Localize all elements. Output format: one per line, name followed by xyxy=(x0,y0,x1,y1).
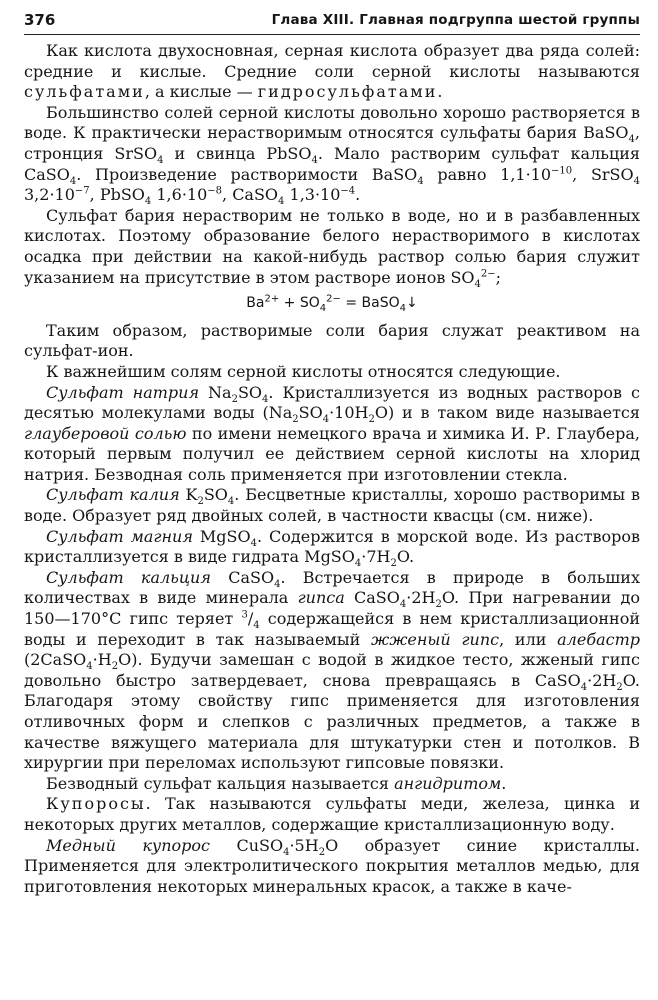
calcium-sulfate-paragraph: Сульфат кальция CaSO$_4$. Встречается в природе в больших количествах в виде минерала гипса $CaSO_4\cdot 2H_2O$. При нагревании до 150—170°C гипс теряет $^3/_4$ содержащейся в нем кристаллизационной воды и переходит в так называемый жженый гипс, или алебастр $(2CaSO_4\cdot H_2O)$. Будучи замешан с водой в жидкое тесто, жженый гипс довольно быстро затвердевает, снова превращаясь в $CaSO_4\cdot 2H_2O$. Благодаря этому свойству гипс применяется для изготовления отливочных форм и слепков с различных предметов, а также в качестве вяжущего материала для штукатурки стен и потолков. В хирургии при переломах используют гипсовые повязки. xyxy=(24,567,641,773)
sodium-sulfate-paragraph: Сульфат натрия $Na_2SO_4$. Кристаллизуется из водных растворов с десятью молекулами воды $(Na_2SO_4\cdot 10H_2O)$ и в таком виде называется глауберовой солью по имени немецкого врача и химика И. Р. Глаубера, который первым получил ее действием серной кислоты на хлорид натрия. Безводная соль применяется при изготовлении стекла. xyxy=(24,382,641,484)
anhydrite-paragraph: Безводный сульфат кальция называется ангидритом. xyxy=(46,773,507,793)
vitriols-paragraph: Купоросы. Так называются сульфаты меди, железа, цинка и некоторых других металлов, содержащие кристаллизационную воду. xyxy=(24,794,640,834)
copper-vitriol-paragraph: Медный купорос $CuSO_4\cdot 5H_2O$ образует синие кристаллы. Применяется для электролитического покрытия металлов медью, для приготовления некоторых минеральных красок, а также в каче- xyxy=(24,835,640,896)
barium-sulfate-paragraph: Сульфат бария нерастворим не только в воде, но и в разбавленных кислотах. Поэтому образование белого нерастворимого в кислотах осадка при действии на какой-нибудь раствор солью бария служит указанием на присутствие в этом растворе ионов $SO_4^{2-}$; xyxy=(24,205,640,290)
magnesium-sulfate-paragraph: Сульфат магния MgSO$_4$. Содержится в морской воде. Из растворов кристаллизуется в виде гидрата $MgSO_4\cdot 7H_2O$. xyxy=(24,526,640,570)
chapter-title: Глава XIII. Главная подгруппа шестой группы xyxy=(271,12,640,28)
important-salts-paragraph: К важнейшим солям серной кислоты относятся следующие. xyxy=(46,361,561,381)
reaction-formula: $Ba^{2+} + SO_4^{2-}$ = BaSO$_4$↓ xyxy=(246,293,418,314)
reagent-paragraph: Таким образом, растворимые соли бария служат реактивом на сульфат-ион. xyxy=(24,320,640,361)
salts-intro-paragraph: Как кислота двухосновная, серная кислота образует два ряда солей: средние и кислые. Средние соли серной кислоты называются сульфатами, а кислые — гидросульфатами. xyxy=(24,41,640,102)
solubility-paragraph: Большинство солей серной кислоты довольно хорошо растворяется в воде. К практически нерастворимым относятся сульфаты бария BaSO$_4$, стронция SrSO$_4$ и свинца PbSO$_4$. Мало растворим сульфат кальция CaSO$_4$. Произведение растворимости BaSO$_4$ равно $1,1\cdot 10^{-10}$, SrSO$_4$ $3,2\cdot 10^{-7}$, PbSO$_4$ $1,6\cdot 10^{-8}$, CaSO$_4$ $1,3\cdot 10^{-4}$. xyxy=(24,102,641,208)
book-page xyxy=(24,10,640,897)
running-header xyxy=(24,10,640,35)
page-number: 376 xyxy=(24,11,56,29)
potassium-sulfate-paragraph: Сульфат калия $K_2SO_4$. Бесцветные кристаллы, хорошо растворимы в воде. Образует ряд двойных солей, в частности квасцы (см. ниже). xyxy=(24,485,640,526)
body-text xyxy=(24,41,640,897)
